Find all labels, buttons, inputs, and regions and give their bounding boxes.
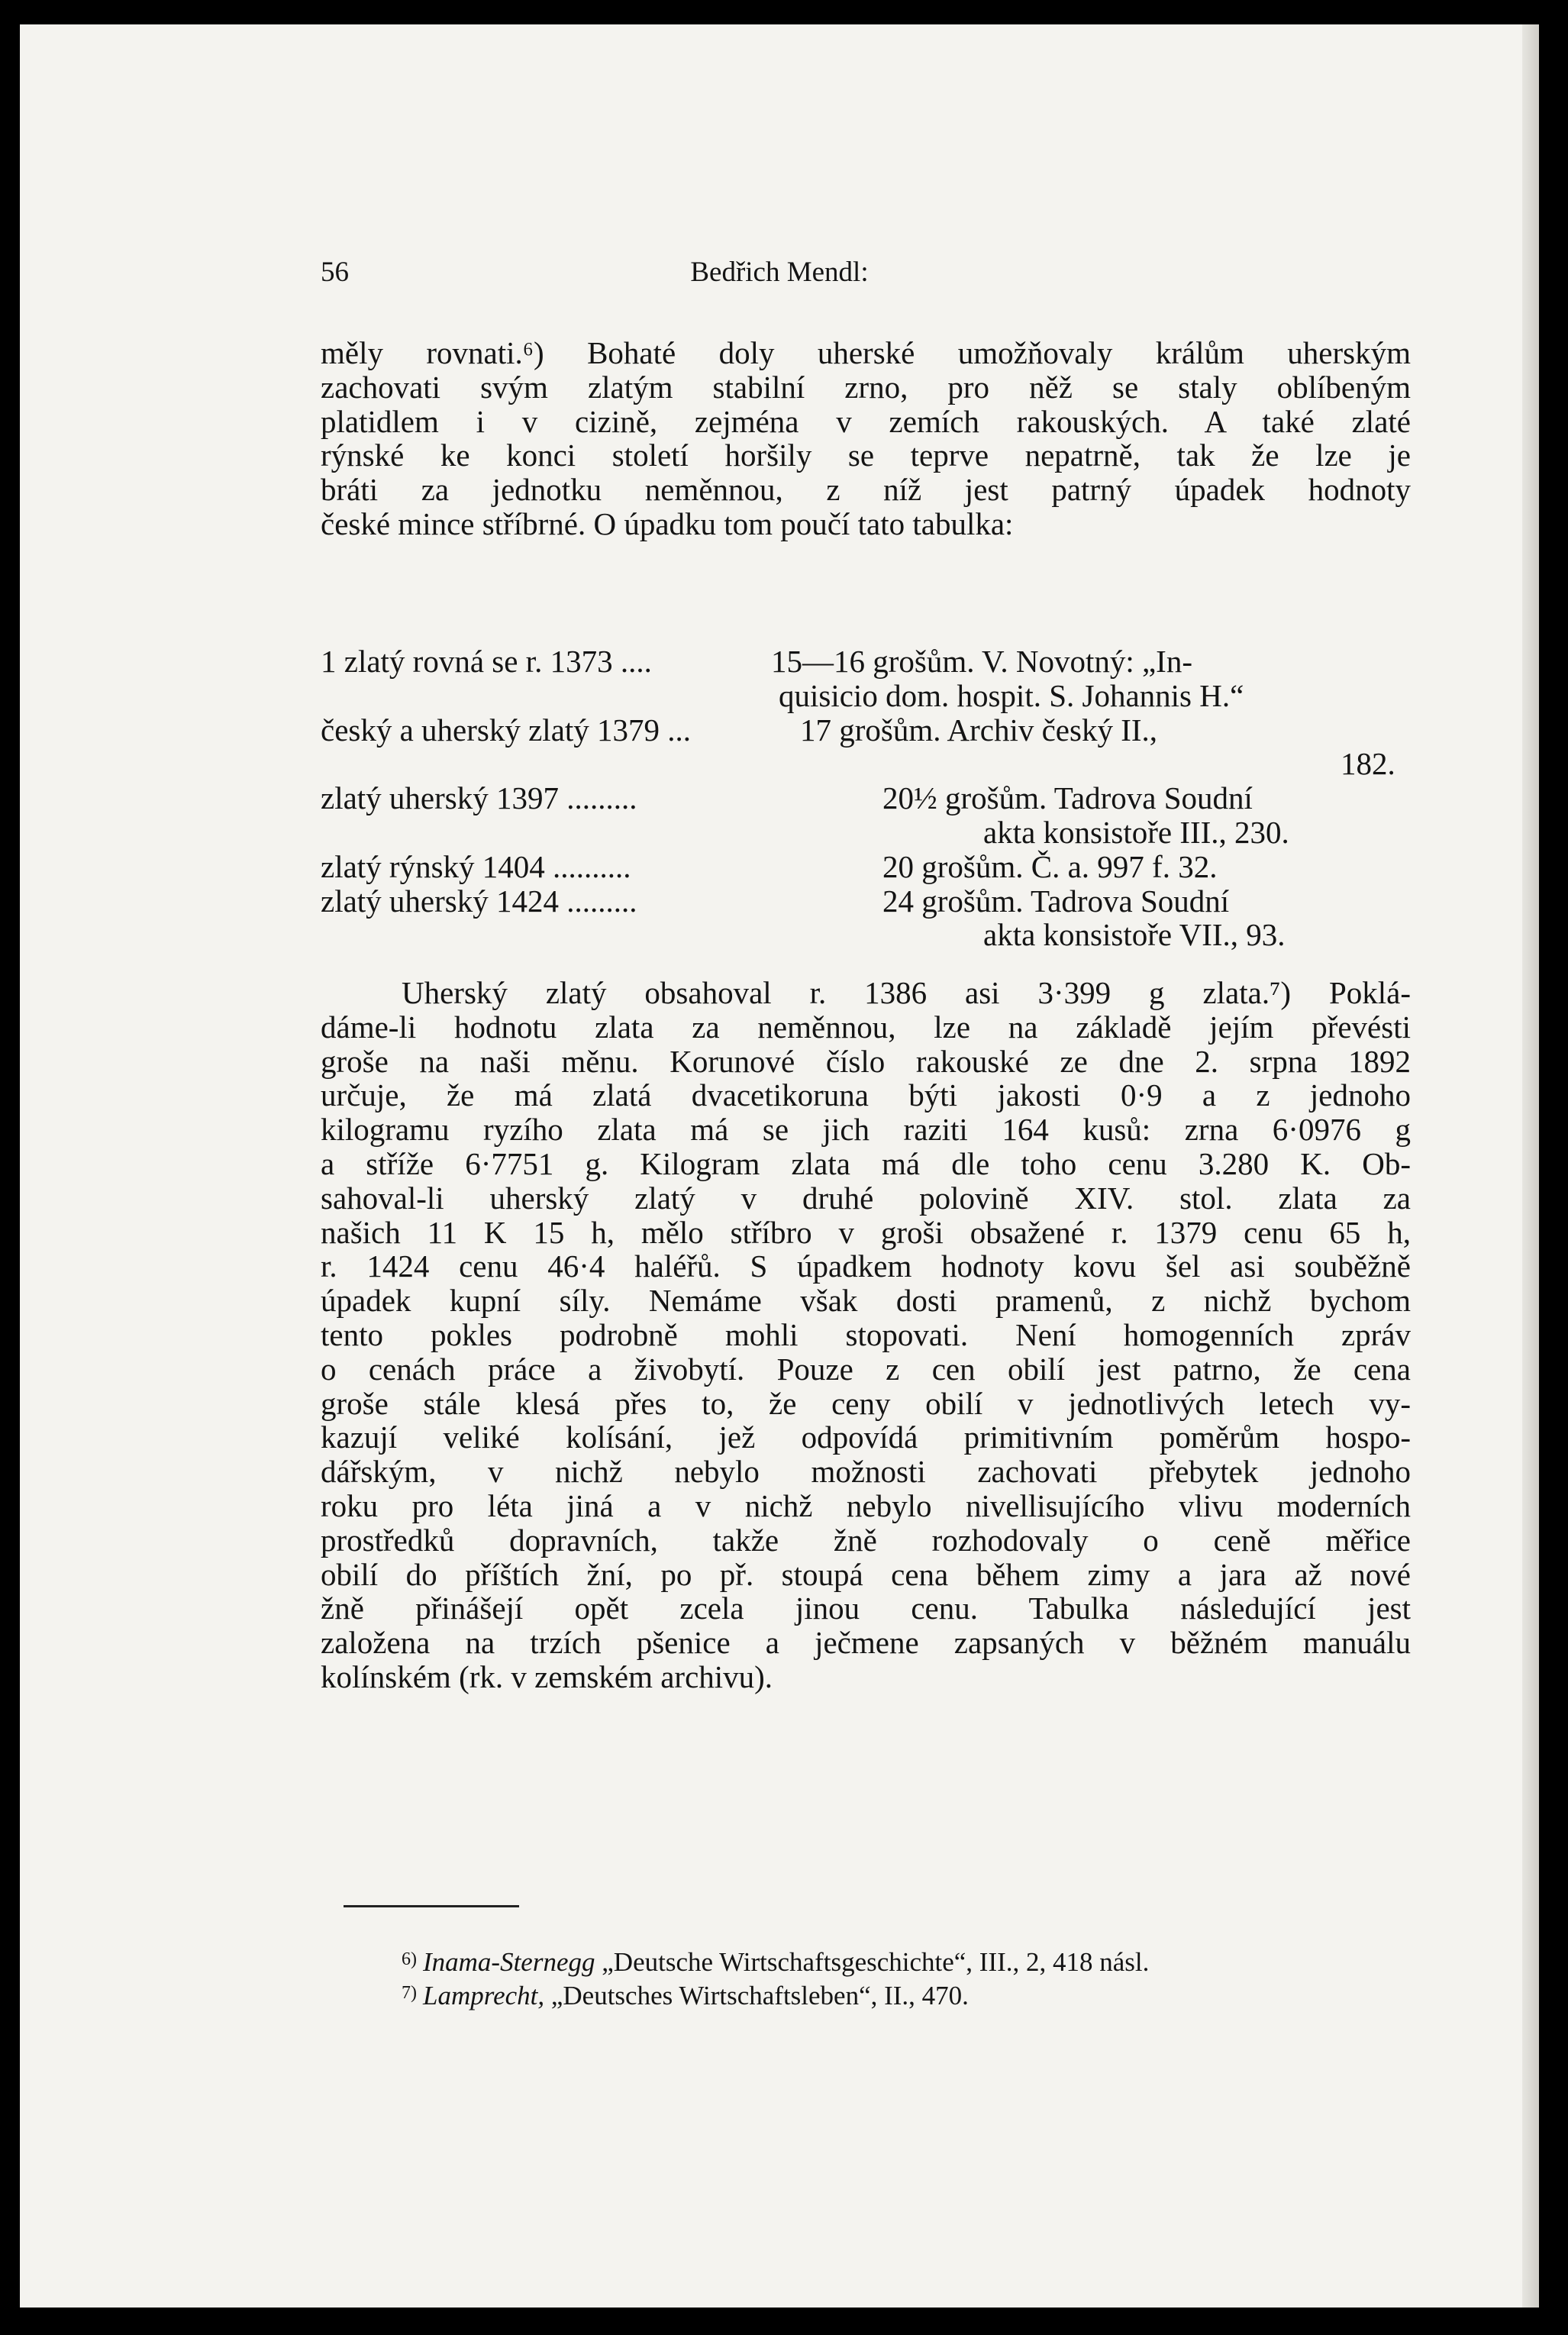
text-line: prostředků dopravních, takže žně rozhodovaly o ceně měřice (321, 1522, 1411, 1558)
footnotes (402, 1946, 1150, 2013)
table-row (321, 918, 1411, 952)
coin-value: 20 grošům. Č. a. 997 f. 32. (882, 848, 1218, 884)
footnote-text: „Deutsche Wirtschaftsgeschichte“, III., 2, 418 násl. (602, 1947, 1150, 1977)
table-row (321, 747, 1411, 781)
table-row (321, 644, 1411, 679)
coin-value: quisicio dom. hospit. S. Johannis H.“ (779, 677, 1244, 713)
page-number: 56 (321, 257, 349, 288)
coin-label: zlatý rýnský 1404 .......... (321, 848, 631, 884)
footnote-author: Lamprecht, (423, 1981, 545, 2010)
text-line: obilí do příštích žní, po př. stoupá cena během zimy a jara až nové (321, 1556, 1411, 1592)
footnote-text: „Deutsches Wirtschaftsleben“, II., 470. (550, 1981, 969, 2010)
text-line: platidlem i v cizině, zejména v zemích rakouských. A také zlaté (321, 403, 1411, 439)
text-line: měly rovnati.⁶) Bohaté doly uherské umožňovaly králům uherským (321, 335, 1411, 370)
coin-value: 17 grošům. Archiv český II., (800, 712, 1157, 748)
text-line: sahoval-li uherský zlatý v druhé polovině XIV. stol. zlata za (321, 1180, 1411, 1216)
footnote-author: Inama-Sternegg (423, 1947, 595, 1977)
text-line: roku pro léta jiná a v nichž nebylo nivellisujícího vlivu moderních (321, 1487, 1411, 1523)
text-line: žně přinášejí opět zcela jinou cenu. Tabulka následující jest (321, 1591, 1411, 1626)
text-line: dáme-li hodnotu zlata za neměnnou, lze na základě jejím převésti (321, 1009, 1411, 1045)
footnote (402, 1946, 1150, 1979)
table-row (321, 781, 1411, 815)
table-row (321, 815, 1411, 850)
coin-value: akta konsistoře VII., 93. (983, 917, 1286, 953)
text-line: o cenách práce a živobytí. Pouze z cen obilí jest patrno, že cena (321, 1351, 1411, 1387)
table-row (321, 679, 1411, 713)
footnote (402, 1979, 1149, 2013)
text-line: zachovati svým zlatým stabilní zrno, pro něž se staly oblíbeným (321, 369, 1411, 405)
text-line: groše na naši měnu. Korunové číslo rakouské ze dne 2. srpna 1892 (321, 1043, 1411, 1079)
footnote-mark: 6) (402, 1949, 417, 1969)
text-line: Uherský zlatý obsahoval r. 1386 asi 3·399 g zlata.⁷) Poklá- (402, 975, 1411, 1010)
text-line: úpadek kupní síly. Nemáme však dosti pramenů, z nichž bychom (321, 1283, 1411, 1319)
running-header (20, 256, 1539, 302)
coin-value: akta konsistoře III., 230. (983, 814, 1289, 850)
text-line: určuje, že má zlatá dvacetikoruna býti jakosti 0·9 a z jednoho (321, 1077, 1411, 1113)
text-line: našich 11 K 15 h, mělo stříbro v groši obsažené r. 1379 cenu 65 h, (321, 1214, 1411, 1250)
text-line: groše stále klesá přes to, že ceny obilí v jednotlivých letech vy- (321, 1385, 1411, 1421)
text-line: dářským, v nichž nebylo možnosti zachovati přebytek jednoho (321, 1454, 1411, 1490)
text-line: české mince stříbrné. O úpadku tom poučí tato tabulka: (321, 505, 1014, 541)
coin-label: zlatý uherský 1397 ......... (321, 780, 637, 816)
coin-value: 20½ grošům. Tadrova Soudní (882, 780, 1253, 816)
text-line: tento pokles podrobně mohli stopovati. Není homogenních zpráv (321, 1316, 1411, 1352)
text-line: r. 1424 cenu 46·4 haléřů. S úpadkem hodnoty kovu šel asi souběžně (321, 1248, 1411, 1284)
text-line: kilogramu ryzího zlata má se jich raziti 164 kusů: zrna 6·0976 g (321, 1112, 1411, 1148)
text-line: rýnské ke konci století horšily se teprve nepatrně, tak že lze je (321, 438, 1411, 473)
coin-label: zlatý uherský 1424 ......... (321, 883, 637, 919)
table-row (321, 850, 1411, 884)
coin-table (321, 644, 1411, 952)
text-line: kazují veliké kolísání, jež odpovídá primitivním poměrům hospo- (321, 1419, 1411, 1455)
paragraph-1 (321, 336, 1411, 541)
text-line: kolínském (rk. v zemském archivu). (321, 1658, 773, 1694)
text-line: bráti za jednotku neměnnou, z níž jest patrný úpadek hodnoty (321, 472, 1411, 508)
text-line: a stříže 6·7751 g. Kilogram zlata má dle toho cenu 3.280 K. Ob- (321, 1145, 1411, 1181)
footnote-rule (344, 1905, 519, 1907)
table-row (321, 713, 1411, 748)
header-title: Bedřich Mendl: (690, 257, 869, 288)
page-edge-shadow (1522, 24, 1539, 2308)
footnote-mark: 7) (402, 1983, 417, 2003)
book-page (20, 24, 1539, 2308)
text-line: založena na trzích pšenice a ječmene zapsaných v běžném manuálu (321, 1625, 1411, 1661)
coin-value: 24 grošům. Tadrova Soudní (882, 883, 1230, 919)
paragraph-2 (321, 976, 1411, 1694)
coin-value: 182. (1341, 746, 1395, 782)
table-row (321, 884, 1411, 919)
coin-value: 15—16 grošům. V. Novotný: „In- (771, 644, 1192, 679)
coin-label: český a uherský zlatý 1379 ... (321, 712, 692, 748)
coin-label: 1 zlatý rovná se r. 1373 .... (321, 644, 652, 679)
